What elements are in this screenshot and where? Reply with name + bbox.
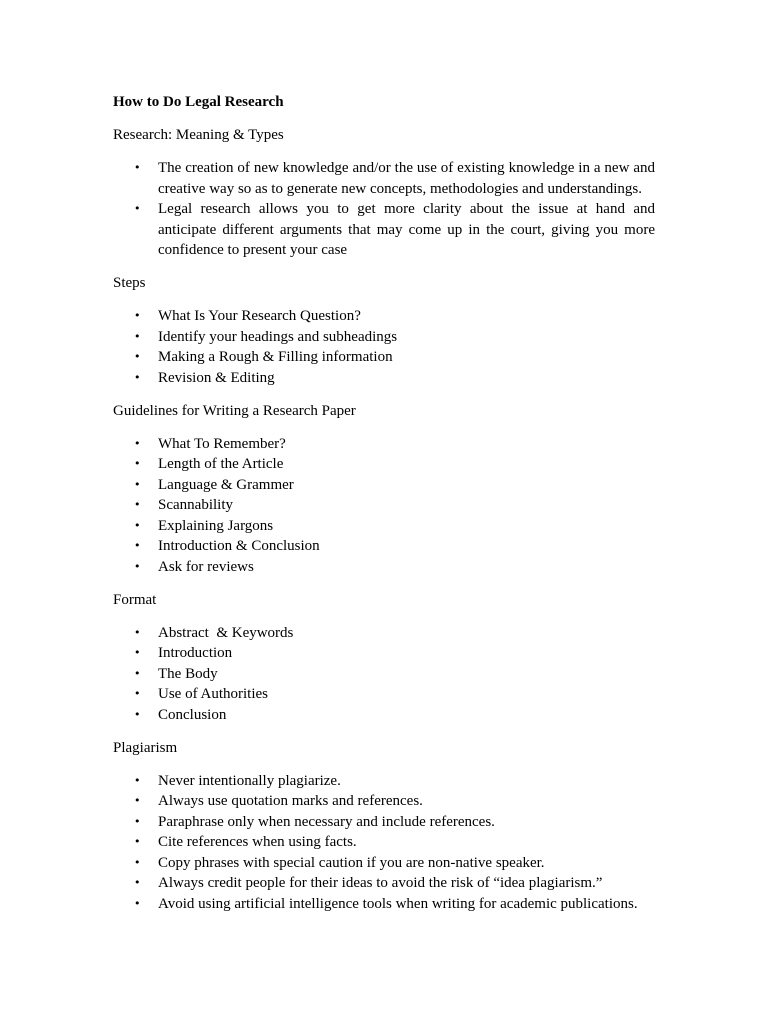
bullet-icon: • xyxy=(134,539,141,552)
bullet-icon: • xyxy=(134,666,141,680)
bullet-icon: • xyxy=(134,707,141,721)
list-item-text: Always credit people for their ideas to avoid the risk of “idea plagiarism.” xyxy=(158,875,603,891)
bullet-icon: • xyxy=(134,329,141,343)
bullet-icon: • xyxy=(134,457,141,470)
bullet-icon: • xyxy=(134,370,141,384)
bullet-icon: • xyxy=(134,794,141,807)
list-item xyxy=(113,475,655,496)
section-heading-format: Format xyxy=(113,591,157,608)
document-title: How to Do Legal Research xyxy=(113,94,284,110)
document-body xyxy=(113,92,655,927)
section-heading-meaning-types: Research: Meaning & Types xyxy=(113,127,284,143)
list-item xyxy=(113,158,655,199)
list-item-text: Abstract & Keywords xyxy=(158,624,294,641)
bullet-icon: • xyxy=(134,498,141,511)
section-heading-steps: Steps xyxy=(113,275,146,291)
list-item-text: Ask for reviews xyxy=(158,558,254,575)
bullet-icon: • xyxy=(134,835,141,848)
list-item-text: Scannability xyxy=(158,497,233,513)
bullet-icon: • xyxy=(134,436,141,450)
list-item xyxy=(113,873,655,894)
bullet-icon: • xyxy=(134,646,141,659)
list-item-text: Introduction & Conclusion xyxy=(158,538,320,554)
list-item xyxy=(113,664,655,685)
list-item xyxy=(113,832,655,853)
list-item xyxy=(113,454,655,475)
list-item xyxy=(113,705,655,726)
list-item xyxy=(113,623,655,644)
bullet-list-guidelines xyxy=(113,434,655,578)
bullet-icon: • xyxy=(134,855,141,869)
bullet-list-steps xyxy=(113,306,655,388)
bullet-icon: • xyxy=(134,518,141,532)
list-item-text: Always use quotation marks and references. xyxy=(158,793,423,809)
list-item xyxy=(113,306,655,327)
list-item-text: Avoid using artificial intelligence tools when writing for academic publications. xyxy=(158,895,638,912)
bullet-icon: • xyxy=(134,876,141,889)
list-item xyxy=(113,791,655,812)
list-item-text: The creation of new knowledge and/or the use of existing knowledge in a new and creative way so as to generate new concepts, methodologies and understandings. xyxy=(158,160,655,197)
bullet-icon: • xyxy=(134,309,141,322)
section-heading-guidelines: Guidelines for Writing a Research Paper xyxy=(113,402,356,419)
list-item xyxy=(113,853,655,874)
list-item xyxy=(113,536,655,557)
list-item-text: Identify your headings and subheadings xyxy=(158,328,398,345)
list-item xyxy=(113,643,655,664)
list-item-text: Making a Rough & Filling information xyxy=(158,349,393,365)
list-item xyxy=(113,347,655,368)
bullet-list-meaning-types xyxy=(113,158,655,261)
list-item xyxy=(113,368,655,389)
bullet-icon: • xyxy=(134,896,141,910)
bullet-icon: • xyxy=(134,202,141,215)
list-item-text: Copy phrases with special caution if you are non-native speaker. xyxy=(158,854,545,871)
bullet-icon: • xyxy=(134,773,141,787)
list-item xyxy=(113,495,655,516)
list-item-text: Introduction xyxy=(158,645,233,661)
list-item xyxy=(113,684,655,705)
list-item-text: Explaining Jargons xyxy=(158,517,274,534)
list-item-text: Use of Authorities xyxy=(158,686,268,702)
section-heading-plagiarism: Plagiarism xyxy=(113,739,178,756)
list-item xyxy=(113,199,655,261)
bullet-list-format xyxy=(113,623,655,726)
list-item xyxy=(113,327,655,348)
list-item-text: Legal research allows you to get more clarity about the issue at hand and anticipate different arguments that may come up in the court, giving you more confidence to present your case xyxy=(158,201,655,258)
list-item xyxy=(113,894,655,915)
list-item-text: Never intentionally plagiarize. xyxy=(158,772,341,789)
list-item xyxy=(113,557,655,578)
list-item xyxy=(113,516,655,537)
list-item-text: Cite references when using facts. xyxy=(158,834,357,850)
list-item-text: The Body xyxy=(158,665,218,682)
list-item-text: What To Remember? xyxy=(158,435,286,452)
list-item-text: Conclusion xyxy=(158,706,227,723)
list-item-text: Length of the Article xyxy=(158,456,284,472)
list-item-text: Language & Grammer xyxy=(158,476,294,493)
list-item xyxy=(113,812,655,833)
list-item-text: Paraphrase only when necessary and include references. xyxy=(158,813,495,830)
bullet-icon: • xyxy=(134,814,141,828)
bullet-icon: • xyxy=(134,350,141,363)
list-item xyxy=(113,771,655,792)
list-item-text: What Is Your Research Question? xyxy=(158,308,361,324)
bullet-list-plagiarism xyxy=(113,771,655,915)
list-item xyxy=(113,434,655,455)
bullet-icon: • xyxy=(134,559,141,573)
list-item-text: Revision & Editing xyxy=(158,369,275,386)
bullet-icon: • xyxy=(134,161,141,174)
bullet-icon: • xyxy=(134,687,141,700)
bullet-icon: • xyxy=(134,477,141,491)
bullet-icon: • xyxy=(134,625,141,639)
